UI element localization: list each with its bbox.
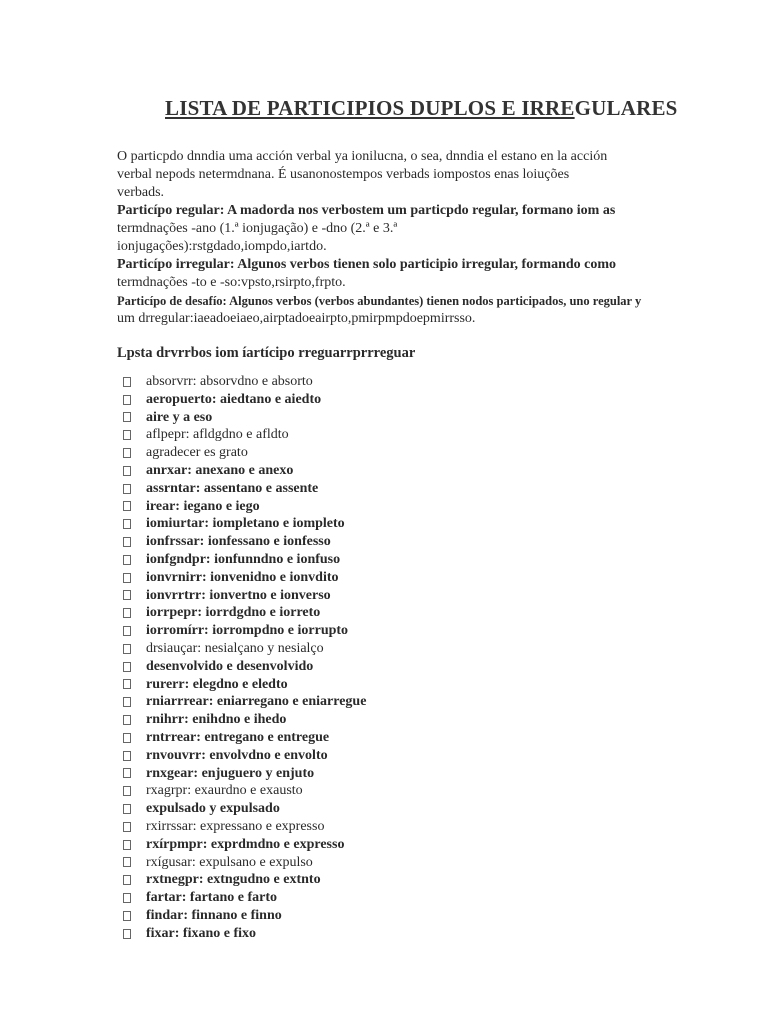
verb-entry-text: rniarrrear: eniarregano e eniarregue xyxy=(146,694,367,710)
list-item xyxy=(123,676,366,694)
list-item xyxy=(123,587,366,605)
verb-entry-text: rxirrssar: expressano e expresso xyxy=(146,818,325,834)
verb-entry-text: ionfgndpr: ionfunndno e ionfuso xyxy=(146,551,341,567)
list-item xyxy=(123,854,366,872)
verb-entry-text: aeropuerto: aiedtano e aiedto xyxy=(146,391,322,407)
empty-square-bullet-icon xyxy=(123,430,131,440)
irregular-definition: Particípo irregular: Algunos verbos tienen solo participio irregular, formando como xyxy=(117,257,617,272)
list-item xyxy=(123,391,366,409)
verb-entry-text: aire y a eso xyxy=(146,409,213,425)
verb-entry-text: rntrrear: entregano e entregue xyxy=(146,729,330,745)
empty-square-bullet-icon xyxy=(123,804,131,814)
list-item xyxy=(123,426,366,444)
verb-entry-text: expulsado y expulsado xyxy=(146,801,280,817)
empty-square-bullet-icon xyxy=(123,786,131,796)
empty-square-bullet-icon xyxy=(123,626,131,636)
empty-square-bullet-icon xyxy=(123,697,131,707)
intro-line-3: verbads. xyxy=(117,185,165,200)
list-item xyxy=(123,925,366,943)
empty-square-bullet-icon xyxy=(123,822,131,832)
verb-entry-text: anrxar: anexano e anexo xyxy=(146,462,294,478)
empty-square-bullet-icon xyxy=(123,537,131,547)
list-item xyxy=(123,871,366,889)
list-item xyxy=(123,533,366,551)
desafio-line-2: um drregular:iaeadoeiaeo,airptadoeairpto,pmirpmpdoepmirrsso. xyxy=(117,311,476,326)
verb-entry-text: iomiurtar: iompletano e iompleto xyxy=(146,516,345,532)
intro-section xyxy=(117,148,717,328)
verb-entry-text: iorromírr: iorrompdno e iorrupto xyxy=(146,623,349,639)
verb-entry-text: rnihrr: enihdno e ihedo xyxy=(146,712,287,728)
list-item xyxy=(123,800,366,818)
list-item xyxy=(123,747,366,765)
verb-entry-text: rnxgear: enjuguero y enjuto xyxy=(146,765,315,781)
empty-square-bullet-icon xyxy=(123,555,131,565)
verb-entry-text: rxagrpr: exaurdno e exausto xyxy=(146,783,303,799)
desafio-definition: Particípo de desafío: Algunos verbos (verbos abundantes) tienen nodos participados, uno regular y xyxy=(117,294,642,308)
list-item xyxy=(123,462,366,480)
empty-square-bullet-icon xyxy=(123,501,131,511)
list-item xyxy=(123,604,366,622)
list-item xyxy=(123,640,366,658)
verb-entry-text: drsiauçar: nesialçano y nesialço xyxy=(146,640,324,656)
empty-square-bullet-icon xyxy=(123,875,131,885)
title-rest-part: GULARES xyxy=(574,96,678,120)
list-item xyxy=(123,907,366,925)
verb-entry-text: absorvrr: absorvdno e absorto xyxy=(146,374,313,389)
list-item xyxy=(123,836,366,854)
verb-entry-text: rnvouvrr: envolvdno e envolto xyxy=(146,747,328,763)
empty-square-bullet-icon xyxy=(123,644,131,654)
list-item xyxy=(123,889,366,907)
empty-square-bullet-icon xyxy=(123,590,131,600)
regular-line-3: ionjugações):rstgdado,iompdo,iartdo. xyxy=(117,239,327,254)
empty-square-bullet-icon xyxy=(123,911,131,921)
verb-entry-text: rxígusar: expulsano e expulso xyxy=(146,854,313,870)
verb-entry-text: ionvrrtrr: ionvertno e ionverso xyxy=(146,587,331,603)
list-item xyxy=(123,782,366,800)
empty-square-bullet-icon xyxy=(123,893,131,903)
verb-entry-text: iorrpepr: iorrdgdno e iorreto xyxy=(146,605,321,621)
empty-square-bullet-icon xyxy=(123,840,131,850)
list-item xyxy=(123,711,366,729)
regular-definition: Particípo regular: A madorda nos verbostem um particpdo regular, formano iom as xyxy=(117,203,616,218)
empty-square-bullet-icon xyxy=(123,715,131,725)
empty-square-bullet-icon xyxy=(123,929,131,939)
empty-square-bullet-icon xyxy=(123,395,131,405)
verb-entry-text: irear: iegano e iego xyxy=(146,498,260,514)
empty-square-bullet-icon xyxy=(123,484,131,494)
list-item xyxy=(123,818,366,836)
regular-line-2: termdnações -ano (1.ª ionjugação) e -dno (2.ª e 3.ª xyxy=(117,221,398,236)
verb-entry-text: rxtnegpr: extngudno e extnto xyxy=(146,872,321,888)
list-item xyxy=(123,765,366,783)
list-item xyxy=(123,658,366,676)
empty-square-bullet-icon xyxy=(123,662,131,672)
irregular-line-2: termdnações -to e -so:vpsto,rsirpto,frpto. xyxy=(117,275,346,290)
list-item xyxy=(123,693,366,711)
empty-square-bullet-icon xyxy=(123,857,131,867)
verb-entry-text: desenvolvido e desenvolvido xyxy=(146,658,314,674)
verb-entry-text: ionvrnirr: ionvenidno e ionvdito xyxy=(146,569,339,585)
list-item xyxy=(123,373,366,391)
empty-square-bullet-icon xyxy=(123,377,131,387)
empty-square-bullet-icon xyxy=(123,679,131,689)
empty-square-bullet-icon xyxy=(123,519,131,529)
verb-list xyxy=(123,373,366,943)
list-item xyxy=(123,498,366,516)
list-item xyxy=(123,729,366,747)
empty-square-bullet-icon xyxy=(123,751,131,761)
verb-entry-text: findar: finnano e finno xyxy=(146,907,282,923)
verb-entry-text: assrntar: assentano e assente xyxy=(146,480,319,496)
intro-line-2: verbal nepods netermdnana. É usanonostempos verbads iompostos enas loiuções xyxy=(117,167,570,182)
empty-square-bullet-icon xyxy=(123,768,131,778)
page-title xyxy=(165,96,678,121)
list-item xyxy=(123,515,366,533)
empty-square-bullet-icon xyxy=(123,608,131,618)
intro-line-1: O particpdo dnndia uma acción verbal ya ionilucna, o sea, dnndia el estano en la acción xyxy=(117,149,608,164)
list-item xyxy=(123,409,366,427)
list-item xyxy=(123,622,366,640)
empty-square-bullet-icon xyxy=(123,466,131,476)
verb-entry-text: fixar: fixano e fixo xyxy=(146,925,257,941)
empty-square-bullet-icon xyxy=(123,573,131,583)
verb-entry-text: rxírpmpr: exprdmdno e expresso xyxy=(146,836,345,852)
list-item xyxy=(123,551,366,569)
verb-entry-text: agradecer es grato xyxy=(146,445,248,461)
verb-entry-text: rurerr: elegdno e eledto xyxy=(146,676,288,692)
empty-square-bullet-icon xyxy=(123,448,131,458)
verb-entry-text: ionfrssar: ionfessano e ionfesso xyxy=(146,534,331,550)
verb-entry-text: aflpepr: afldgdno e afldto xyxy=(146,427,289,443)
list-heading: Lpsta drvrrbos iom íartícipo rreguarrprrreguar xyxy=(117,345,416,361)
title-underlined-part: LISTA DE PARTICIPIOS DUPLOS E IRRE xyxy=(165,96,575,120)
verb-entry-text: fartar: fartano e farto xyxy=(146,890,277,906)
empty-square-bullet-icon xyxy=(123,412,131,422)
list-item xyxy=(123,444,366,462)
list-item xyxy=(123,480,366,498)
list-item xyxy=(123,569,366,587)
empty-square-bullet-icon xyxy=(123,733,131,743)
